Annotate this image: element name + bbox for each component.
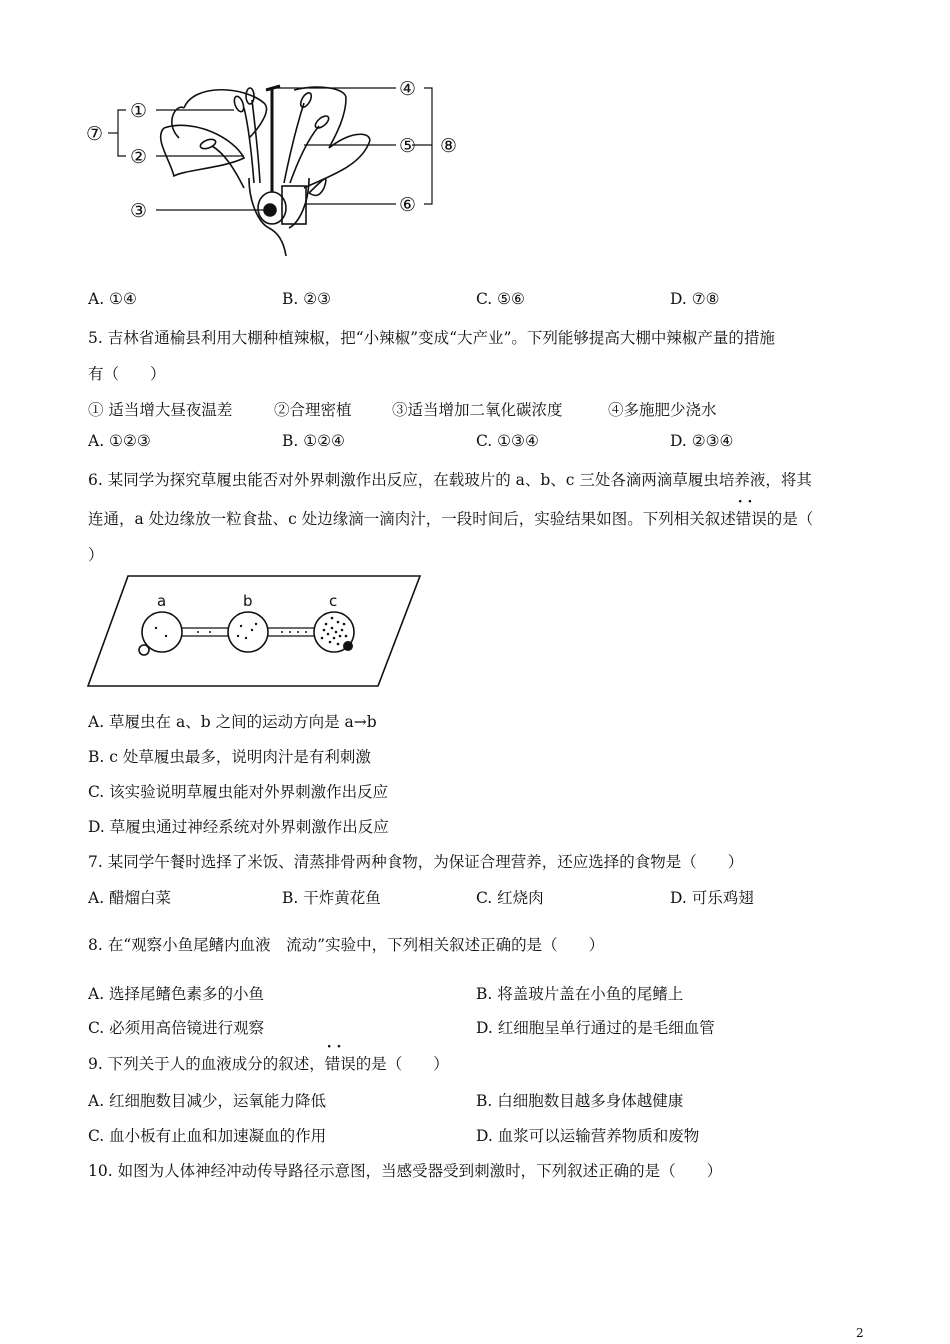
q7-option-c: C. 红烧肉 [476, 889, 544, 907]
drop-label-c: c [329, 592, 338, 610]
q8-option-c: C. 必须用高倍镜进行观察 [88, 1019, 265, 1037]
q5-option-a: A. ①②③ [88, 432, 151, 450]
q7-stem: 7. 某同学午餐时选择了米饭、清蒸排骨两种食物，为保证合理营养，还应选择的食物是（ ） [88, 853, 744, 871]
q6-option-d: D. 草履虫通过神经系统对外界刺激作出反应 [88, 818, 389, 836]
slide-diagram [86, 570, 426, 692]
drop-label-b: b [243, 592, 253, 610]
q4-option-a: A. ①④ [88, 290, 137, 308]
q9-option-c: C. 血小板有止血和加速凝血的作用 [88, 1127, 327, 1145]
q5-option-c: C. ①③④ [476, 432, 539, 450]
q6-stem-line1: 6. 某同学为探究草履虫能否对外界刺激作出反应，在载玻片的 a、b、c 三处各滴两滴草履虫培养液，将其 [88, 471, 812, 489]
q5-option-b: B. ①②④ [282, 432, 345, 450]
q8-option-d: D. 红细胞呈单行通过的是毛细血管 [476, 1019, 715, 1037]
q7-option-d: D. 可乐鸡翅 [670, 889, 754, 907]
q5-stem-line2: 有（ ） [88, 365, 166, 383]
label-8: ⑧ [440, 135, 458, 157]
q9-emphasis-word: · · 错误 [325, 1052, 356, 1074]
label-6: ⑥ [399, 194, 417, 216]
page-number: 2 [856, 1326, 864, 1340]
q6-option-c: C. 该实验说明草履虫能对外界刺激作出反应 [88, 783, 389, 801]
q7-option-b: B. 干炸黄花鱼 [282, 889, 381, 907]
q6-stem-line2 [88, 507, 813, 529]
q6-emphasis-word: · · 错误 [736, 507, 767, 529]
q5-stem-line1: 5. 吉林省通榆县利用大棚种植辣椒，把“小辣椒”变成“大产业”。下列能够提高大棚中辣椒产量的措施 [88, 329, 775, 347]
drop-label-a: a [157, 592, 167, 610]
q5-statement-1: ① 适当增大昼夜温差 [88, 401, 233, 419]
q6-stem-line2-pre: 连通，a 处边缘放一粒食盐、c 处边缘滴一滴肉汁，一段时间后，实验结果如图。下列相关叙述 [88, 510, 736, 528]
label-4: ④ [399, 78, 417, 100]
q5-statement-2: ②合理密植 [274, 401, 352, 419]
q4-option-d: D. ⑦⑧ [670, 290, 720, 308]
label-2: ② [130, 146, 148, 168]
q5-statement-4: ④多施肥少浇水 [608, 401, 717, 419]
label-1: ① [130, 100, 148, 122]
q9-stem-pre: 9. 下列关于人的血液成分的叙述， [88, 1055, 325, 1073]
q8-option-a: A. 选择尾鳍色素多的小鱼 [88, 985, 265, 1003]
label-7: ⑦ [86, 123, 104, 145]
q9-option-d: D. 血浆可以运输营养物质和废物 [476, 1127, 700, 1145]
q6-option-a: A. 草履虫在 a、b 之间的运动方向是 a→b [88, 713, 377, 731]
q6-stem-line2-post: 的是（ [766, 510, 814, 528]
q5-option-d: D. ②③④ [670, 432, 734, 450]
label-3: ③ [130, 200, 148, 222]
q6-stem-line3: ） [88, 546, 104, 564]
q7-option-a: A. 醋熘白菜 [88, 889, 172, 907]
q4-option-c: C. ⑤⑥ [476, 290, 525, 308]
label-5: ⑤ [399, 135, 417, 157]
q9-option-b: B. 白细胞数目越多身体越健康 [476, 1092, 684, 1110]
q4-option-b: B. ②③ [282, 290, 332, 308]
q6-option-b: B. c 处草履虫最多，说明肉汁是有利刺激 [88, 748, 371, 766]
q5-statement-3: ③适当增加二氧化碳浓度 [392, 401, 563, 419]
flower-diagram [84, 78, 474, 260]
q10-stem: 10. 如图为人体神经冲动传导路径示意图，当感受器受到刺激时，下列叙述正确的是（ ） [88, 1162, 723, 1180]
q9-stem-post: 的是（ ） [355, 1055, 449, 1073]
q9-stem [88, 1052, 449, 1074]
q8-option-b: B. 将盖玻片盖在小鱼的尾鳍上 [476, 985, 684, 1003]
q8-stem: 8. 在“观察小鱼尾鳍内血液 流动”实验中，下列相关叙述正确的是（ ） [88, 936, 605, 954]
q9-option-a: A. 红细胞数目减少，运氧能力降低 [88, 1092, 327, 1110]
